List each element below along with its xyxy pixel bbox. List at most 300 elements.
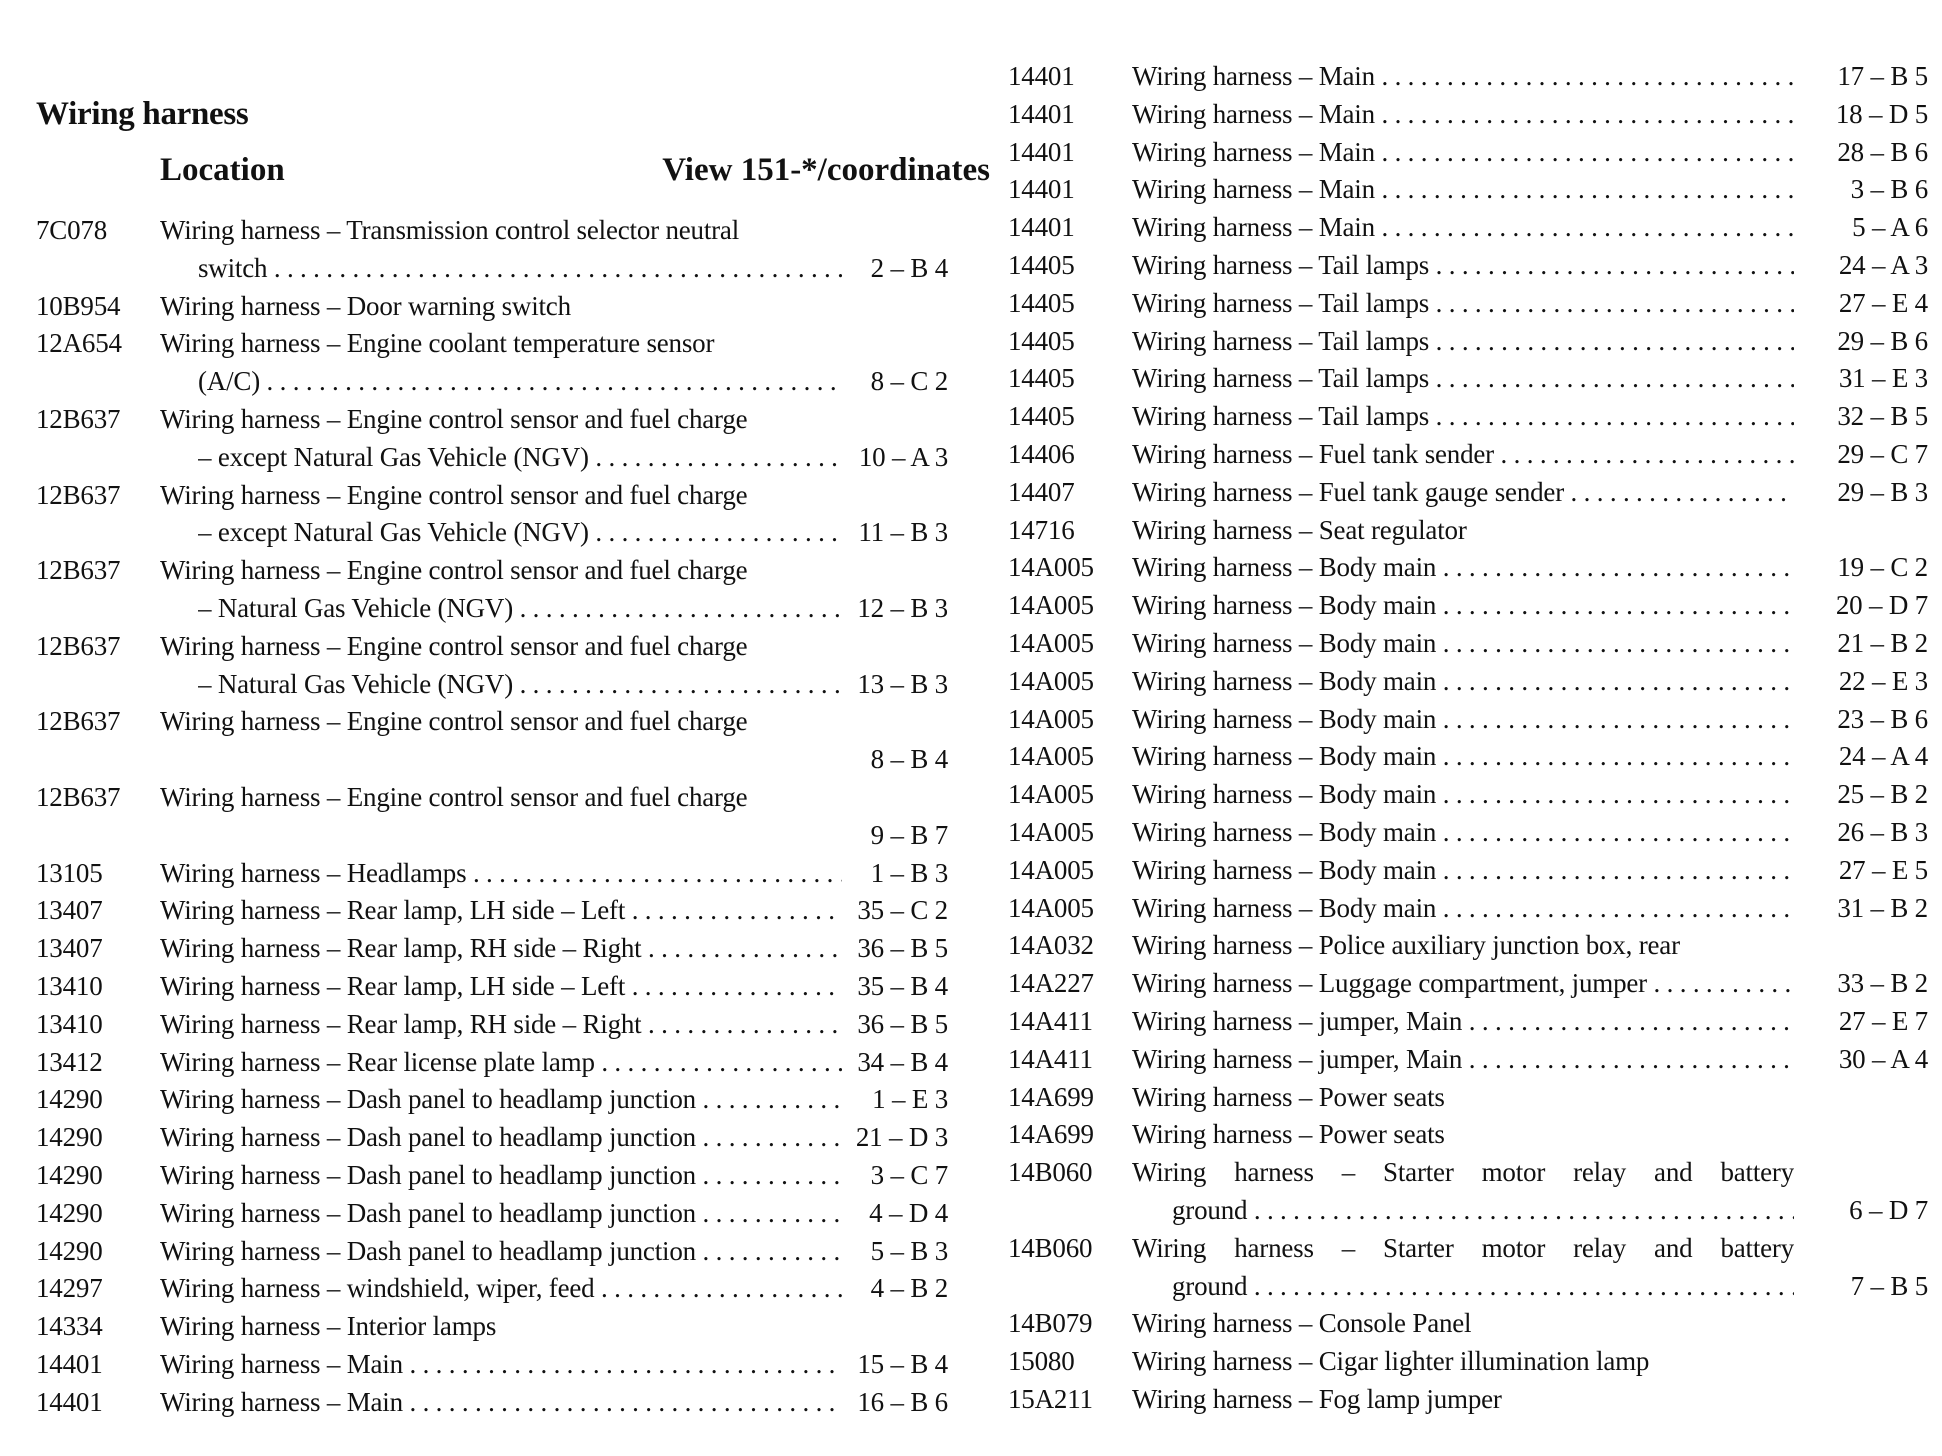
entry-description: Wiring harness – Main . . . <box>160 1346 842 1384</box>
part-code: 14290 <box>36 1084 103 1115</box>
entry-description-continued: switch . . . <box>198 250 842 288</box>
part-code: 10B954 <box>36 290 121 321</box>
entry-description: Wiring harness – Body main . . . <box>1132 852 1794 890</box>
view-coordinate: 2 – B 4 <box>870 252 948 283</box>
entry-line <box>36 288 948 326</box>
view-coordinate: 5 – A 6 <box>1852 212 1928 243</box>
entry-description: Wiring harness – Body main . . . <box>1132 890 1794 928</box>
part-code: 13412 <box>36 1046 103 1077</box>
entry-description: Wiring harness – Body main . . . <box>1132 776 1794 814</box>
view-coordinate: 16 – B 6 <box>857 1386 948 1417</box>
entry-description: Wiring harness – Main . . . <box>160 1384 842 1422</box>
entry-description: Wiring harness – Headlamps . . . <box>160 855 842 893</box>
entry-description: Wiring harness – Rear lamp, RH side – Right . . . <box>160 930 842 968</box>
view-coordinates-header: View 151-*/coordinates <box>662 152 990 188</box>
view-coordinate: 17 – B 5 <box>1837 61 1928 91</box>
entry-description-continued: ground . . . <box>1172 1268 1794 1306</box>
entry-description: Wiring harness – Fuel tank gauge sender . . . <box>1132 474 1794 512</box>
index-entry <box>36 1270 948 1308</box>
entry-description: Wiring harness – Transmission control selector neutral <box>160 215 740 245</box>
part-code: 12B637 <box>36 403 121 434</box>
entry-description-continued: – Natural Gas Vehicle (NGV) . . . <box>198 590 842 628</box>
entry-line <box>1008 1041 1928 1079</box>
index-entry <box>1008 1041 1928 1079</box>
entry-description-continued: – except Natural Gas Vehicle (NGV) . . . <box>198 514 842 552</box>
view-coordinate: 1 – E 3 <box>872 1084 948 1115</box>
entry-description: Wiring harness – Power seats <box>1132 1081 1445 1112</box>
part-code: 14406 <box>1008 438 1075 469</box>
entry-description: Wiring harness – Interior lamps <box>160 1311 497 1342</box>
part-code: 15080 <box>1008 1346 1075 1377</box>
entry-line <box>36 1006 948 1044</box>
entry-description: Wiring harness – Tail lamps . . . <box>1132 398 1794 436</box>
entry-description: Wiring harness – Console Panel <box>1132 1308 1472 1339</box>
view-coordinate: 7 – B 5 <box>1850 1270 1928 1301</box>
index-entry <box>36 855 948 893</box>
index-entry <box>36 1195 948 1233</box>
index-entry <box>1008 852 1928 890</box>
view-coordinate: 8 – C 2 <box>870 366 948 397</box>
part-code: 14405 <box>1008 363 1075 394</box>
index-entry <box>36 892 948 930</box>
index-entry <box>36 1157 948 1195</box>
part-code: 13410 <box>36 970 103 1001</box>
entry-line <box>1008 814 1928 852</box>
index-entry <box>36 1233 948 1271</box>
entry-line <box>1008 436 1928 474</box>
entry-description: Wiring harness – Dash panel to headlamp junction . . . <box>160 1233 842 1271</box>
part-code: 13410 <box>36 1008 103 1039</box>
part-code: 14B060 <box>1008 1157 1093 1188</box>
index-entry <box>1008 1079 1928 1117</box>
entry-description-continued: (A/C) . . . <box>198 363 842 401</box>
view-coordinate: 27 – E 5 <box>1838 854 1928 885</box>
section-title: Wiring harness <box>36 96 249 132</box>
view-coordinate: 28 – B 6 <box>1837 136 1928 167</box>
entry-line <box>1008 701 1928 739</box>
entry-line <box>1008 323 1928 361</box>
index-entry <box>1008 134 1928 172</box>
part-code: 12B637 <box>36 706 121 737</box>
entry-line <box>1008 58 1928 96</box>
entry-description: Wiring harness – Main . . . <box>1132 58 1794 96</box>
index-entry <box>36 1384 948 1422</box>
part-code: 12B637 <box>36 479 121 510</box>
entry-description: Wiring harness – Main . . . <box>1132 134 1794 172</box>
entry-line <box>36 968 948 1006</box>
entry-line <box>1008 663 1928 701</box>
index-entry <box>36 1119 948 1157</box>
part-code: 14A411 <box>1008 1005 1093 1036</box>
view-coordinate: 21 – D 3 <box>855 1122 948 1153</box>
entry-line <box>1008 209 1928 247</box>
entry-line <box>1008 1003 1928 1041</box>
entry-line <box>36 855 948 893</box>
view-coordinate: 3 – C 7 <box>870 1159 948 1190</box>
entry-line <box>36 1346 948 1384</box>
index-entry <box>1008 247 1928 285</box>
index-entry <box>1008 776 1928 814</box>
index-entry <box>1008 1305 1928 1343</box>
entry-description: Wiring harness – Tail lamps . . . <box>1132 247 1794 285</box>
part-code: 14405 <box>1008 401 1075 432</box>
index-entry <box>36 703 948 779</box>
entry-line-continued <box>36 439 948 477</box>
view-coordinate: 24 – A 3 <box>1838 249 1928 280</box>
part-code: 14290 <box>36 1122 103 1153</box>
part-code: 12B637 <box>36 630 121 661</box>
entry-line <box>1008 512 1928 550</box>
entry-line <box>36 930 948 968</box>
view-coordinate: 22 – E 3 <box>1838 665 1928 696</box>
part-code: 14401 <box>36 1348 103 1379</box>
index-entry <box>1008 663 1928 701</box>
part-code: 7C078 <box>36 215 108 245</box>
entry-line <box>36 1157 948 1195</box>
entry-line <box>36 325 948 363</box>
view-coordinate: 12 – B 3 <box>857 592 948 623</box>
index-entry <box>36 1346 948 1384</box>
part-code: 14A005 <box>1008 627 1094 658</box>
entry-line <box>36 892 948 930</box>
index-entry <box>1008 96 1928 134</box>
part-code: 14A032 <box>1008 930 1094 961</box>
part-code: 14401 <box>1008 174 1075 205</box>
index-entry <box>36 1081 948 1119</box>
entry-description-continued: ground . . . <box>1172 1192 1794 1230</box>
entry-description: Wiring harness – Body main . . . <box>1132 587 1794 625</box>
index-entry <box>36 552 948 628</box>
view-coordinate: 20 – D 7 <box>1835 590 1928 621</box>
entry-description: Wiring harness – Body main . . . <box>1132 814 1794 852</box>
view-coordinate: 5 – B 3 <box>870 1235 948 1266</box>
entry-description: Wiring harness – Police auxiliary junction box, rear <box>1132 930 1680 961</box>
entry-line-continued <box>36 590 948 628</box>
entry-description: Wiring harness – Engine control sensor and fuel charge <box>160 555 748 586</box>
view-coordinate: 29 – B 6 <box>1837 325 1928 356</box>
index-entry <box>36 288 948 326</box>
entry-line-continued <box>36 741 948 779</box>
entry-description: Wiring harness – Engine control sensor and fuel charge <box>160 479 748 510</box>
entry-description: Wiring harness – Rear lamp, LH side – Left . . . <box>160 968 842 1006</box>
entry-description: Wiring harness – Dash panel to headlamp junction . . . <box>160 1157 842 1195</box>
entry-line-continued <box>1008 1192 1928 1230</box>
entry-line <box>1008 965 1928 1003</box>
index-entry <box>1008 587 1928 625</box>
part-code: 14A005 <box>1008 741 1094 772</box>
entry-description: Wiring harness – Seat regulator <box>1132 514 1467 545</box>
part-code: 14A005 <box>1008 665 1094 696</box>
entry-line <box>1008 1381 1928 1419</box>
view-coordinate: 32 – B 5 <box>1837 401 1928 432</box>
view-coordinate: 11 – B 3 <box>858 517 948 548</box>
view-coordinate: 21 – B 2 <box>1837 627 1928 658</box>
entry-line <box>1008 927 1928 965</box>
view-coordinate: 9 – B 7 <box>870 819 948 850</box>
part-code: 14A005 <box>1008 854 1094 885</box>
view-coordinate: 1 – B 3 <box>870 857 948 888</box>
entry-line <box>1008 1230 1928 1268</box>
view-coordinate: 6 – D 7 <box>1849 1194 1928 1225</box>
entry-description: Wiring harness – Engine control sensor and fuel charge <box>160 403 748 434</box>
entry-line <box>1008 398 1928 436</box>
part-code: 12B637 <box>36 555 121 586</box>
index-entry <box>1008 890 1928 928</box>
view-coordinate: 31 – E 3 <box>1838 363 1928 394</box>
entry-line <box>36 703 948 741</box>
index-entry <box>1008 285 1928 323</box>
view-coordinate: 35 – C 2 <box>857 895 948 926</box>
view-coordinate: 10 – A 3 <box>858 441 948 472</box>
part-code: 14A005 <box>1008 779 1094 810</box>
view-coordinate: 15 – B 4 <box>857 1348 948 1379</box>
entry-line <box>36 779 948 817</box>
view-coordinate: 36 – B 5 <box>857 1008 948 1039</box>
part-code: 13407 <box>36 933 103 964</box>
entry-line <box>1008 247 1928 285</box>
view-coordinate: 33 – B 2 <box>1837 968 1928 999</box>
part-code: 14297 <box>36 1273 103 1304</box>
view-coordinate: 27 – E 7 <box>1838 1005 1928 1036</box>
index-entry <box>1008 701 1928 739</box>
index-entry <box>36 212 948 288</box>
part-code: 14A005 <box>1008 816 1094 847</box>
entry-description-continued: – except Natural Gas Vehicle (NGV) . . . <box>198 439 842 477</box>
entry-line <box>1008 285 1928 323</box>
entry-description: Wiring harness – Engine control sensor and fuel charge <box>160 630 748 661</box>
entry-line <box>36 1195 948 1233</box>
entry-description: Wiring harness – Main . . . <box>1132 209 1794 247</box>
entry-line <box>36 477 948 515</box>
index-entry <box>1008 738 1928 776</box>
entry-description: Wiring harness – Main . . . <box>1132 171 1794 209</box>
view-coordinate: 36 – B 5 <box>857 933 948 964</box>
entry-description-continued: – Natural Gas Vehicle (NGV) . . . <box>198 666 842 704</box>
part-code: 14401 <box>1008 136 1075 167</box>
entry-line <box>1008 549 1928 587</box>
entry-line-continued <box>36 817 948 855</box>
entry-description: Wiring harness – Door warning switch <box>160 290 571 321</box>
view-coordinate: 29 – C 7 <box>1837 438 1928 469</box>
entry-description: Wiring harness – Dash panel to headlamp junction . . . <box>160 1195 842 1233</box>
index-entry <box>1008 360 1928 398</box>
entry-line <box>1008 852 1928 890</box>
part-code: 13407 <box>36 895 103 926</box>
part-code: 12B637 <box>36 781 121 812</box>
view-coordinate: 23 – B 6 <box>1837 703 1928 734</box>
index-entry <box>1008 58 1928 96</box>
entry-line <box>1008 890 1928 928</box>
view-coordinate: 30 – A 4 <box>1838 1043 1928 1074</box>
view-coordinate: 18 – D 5 <box>1835 98 1928 129</box>
view-coordinate: 24 – A 4 <box>1838 741 1928 772</box>
entry-line-continued <box>36 250 948 288</box>
entry-line-continued <box>36 514 948 552</box>
index-entry <box>1008 512 1928 550</box>
part-code: 14A699 <box>1008 1081 1094 1112</box>
right-entries-list <box>1008 58 1928 1419</box>
entry-line <box>1008 1116 1928 1154</box>
part-code: 14405 <box>1008 287 1075 318</box>
index-entry <box>1008 625 1928 663</box>
view-coordinate: 4 – D 4 <box>869 1197 948 1228</box>
view-coordinate: 19 – C 2 <box>1837 552 1928 583</box>
entry-line <box>1008 587 1928 625</box>
entry-description: Wiring harness – Body main . . . <box>1132 625 1794 663</box>
part-code: 14290 <box>36 1197 103 1228</box>
location-header: Location <box>160 152 285 188</box>
entry-line <box>1008 738 1928 776</box>
part-code: 14A411 <box>1008 1043 1093 1074</box>
view-coordinate: 4 – B 2 <box>870 1273 948 1304</box>
entry-description: Wiring harness – windshield, wiper, feed . . . <box>160 1270 842 1308</box>
entry-description: Wiring harness – Cigar lighter illumination lamp <box>1132 1346 1650 1377</box>
index-entry <box>1008 1381 1928 1419</box>
part-code: 12A654 <box>36 328 122 359</box>
index-entry <box>36 628 948 704</box>
entry-line <box>36 552 948 590</box>
index-entry <box>36 477 948 553</box>
entry-description: Wiring harness – Main . . . <box>1132 96 1794 134</box>
part-code: 14290 <box>36 1159 103 1190</box>
view-coordinate: 31 – B 2 <box>1837 892 1928 923</box>
part-code: 14B060 <box>1008 1232 1093 1263</box>
index-entry <box>36 325 948 401</box>
entry-description: Wiring harness – Engine control sensor and fuel charge <box>160 781 748 812</box>
entry-description: Wiring harness – Tail lamps . . . <box>1132 360 1794 398</box>
index-entry <box>36 1044 948 1082</box>
entry-line <box>36 1233 948 1271</box>
entry-line <box>1008 1079 1928 1117</box>
entry-description: Wiring harness – Tail lamps . . . <box>1132 285 1794 323</box>
view-coordinate: 35 – B 4 <box>857 970 948 1001</box>
part-code: 14407 <box>1008 476 1075 507</box>
entry-line <box>1008 776 1928 814</box>
index-entry <box>1008 474 1928 512</box>
entry-description: Wiring harness – Dash panel to headlamp junction . . . <box>160 1081 842 1119</box>
entry-line <box>1008 625 1928 663</box>
part-code: 14A005 <box>1008 703 1094 734</box>
entry-line <box>36 628 948 666</box>
entry-description: Wiring harness – Starter motor relay and battery <box>1132 1232 1794 1263</box>
view-coordinate: 34 – B 4 <box>857 1046 948 1077</box>
view-coordinate: 8 – B 4 <box>870 744 948 775</box>
index-entry <box>1008 1116 1928 1154</box>
entry-line <box>1008 474 1928 512</box>
entry-line <box>1008 134 1928 172</box>
entry-description: Wiring harness – Rear lamp, LH side – Left . . . <box>160 892 842 930</box>
view-coordinate: 13 – B 3 <box>857 668 948 699</box>
entry-description: Wiring harness – Engine coolant temperature sensor <box>160 328 715 359</box>
entry-description: Wiring harness – jumper, Main . . . <box>1132 1041 1794 1079</box>
entry-description: Wiring harness – Luggage compartment, jumper . . . <box>1132 965 1794 1003</box>
entry-description: Wiring harness – jumper, Main . . . <box>1132 1003 1794 1041</box>
index-entry <box>1008 1154 1928 1230</box>
index-entry <box>1008 549 1928 587</box>
entry-description: Wiring harness – Body main . . . <box>1132 549 1794 587</box>
part-code: 15A211 <box>1008 1383 1093 1414</box>
index-entry <box>1008 398 1928 436</box>
entry-line <box>36 1044 948 1082</box>
entry-line <box>36 1119 948 1157</box>
index-entry <box>36 930 948 968</box>
view-coordinate: 27 – E 4 <box>1838 287 1928 318</box>
index-entry <box>36 779 948 855</box>
index-entry <box>36 968 948 1006</box>
part-code: 14405 <box>1008 249 1075 280</box>
entry-line <box>1008 171 1928 209</box>
view-coordinate: 3 – B 6 <box>1850 174 1928 205</box>
part-code: 14401 <box>36 1386 103 1417</box>
part-code: 14A005 <box>1008 552 1094 583</box>
part-code: 14B079 <box>1008 1308 1093 1339</box>
entry-description: Wiring harness – Rear lamp, RH side – Right . . . <box>160 1006 842 1044</box>
part-code: 14334 <box>36 1311 103 1342</box>
index-entry <box>1008 1003 1928 1041</box>
index-entry <box>1008 927 1928 965</box>
index-entry <box>36 1308 948 1346</box>
entry-line <box>1008 1154 1928 1192</box>
entry-line <box>36 1308 948 1346</box>
entry-description: Wiring harness – Body main . . . <box>1132 701 1794 739</box>
entry-line <box>36 212 948 250</box>
entry-line <box>1008 1305 1928 1343</box>
view-coordinate: 26 – B 3 <box>1837 816 1928 847</box>
entry-description: Wiring harness – Tail lamps . . . <box>1132 323 1794 361</box>
part-code: 14A005 <box>1008 590 1094 621</box>
part-code: 14A227 <box>1008 968 1094 999</box>
entry-line <box>1008 1343 1928 1381</box>
index-entry <box>36 1006 948 1044</box>
index-entry <box>1008 171 1928 209</box>
view-coordinate: 25 – B 2 <box>1837 779 1928 810</box>
part-code: 13105 <box>36 857 103 888</box>
entry-description: Wiring harness – Body main . . . <box>1132 738 1794 776</box>
entry-description: Wiring harness – Engine control sensor and fuel charge <box>160 706 748 737</box>
entry-line-continued <box>36 666 948 704</box>
index-entry <box>1008 814 1928 852</box>
entry-description: Wiring harness – Dash panel to headlamp junction . . . <box>160 1119 842 1157</box>
entry-line-continued <box>1008 1268 1928 1306</box>
entry-line <box>36 401 948 439</box>
entry-description: Wiring harness – Starter motor relay and battery <box>1132 1157 1794 1188</box>
part-code: 14401 <box>1008 61 1075 91</box>
entry-line <box>36 1081 948 1119</box>
entry-line <box>36 1384 948 1422</box>
left-entries-list <box>36 212 948 1422</box>
index-entry <box>1008 1343 1928 1381</box>
entry-description: Wiring harness – Power seats <box>1132 1119 1445 1150</box>
part-code: 14290 <box>36 1235 103 1266</box>
view-coordinate: 29 – B 3 <box>1837 476 1928 507</box>
entry-line <box>1008 360 1928 398</box>
part-code: 14A005 <box>1008 892 1094 923</box>
part-code: 14401 <box>1008 98 1075 129</box>
part-code: 14716 <box>1008 514 1075 545</box>
entry-description: Wiring harness – Body main . . . <box>1132 663 1794 701</box>
index-entry <box>1008 436 1928 474</box>
index-entry <box>1008 1230 1928 1306</box>
index-entry <box>1008 323 1928 361</box>
entry-line <box>36 1270 948 1308</box>
entry-line-continued <box>36 363 948 401</box>
part-code: 14401 <box>1008 212 1075 243</box>
index-entry <box>36 401 948 477</box>
entry-description: Wiring harness – Rear license plate lamp . . . <box>160 1044 842 1082</box>
entry-line <box>1008 96 1928 134</box>
index-entry <box>1008 209 1928 247</box>
index-entry <box>1008 965 1928 1003</box>
